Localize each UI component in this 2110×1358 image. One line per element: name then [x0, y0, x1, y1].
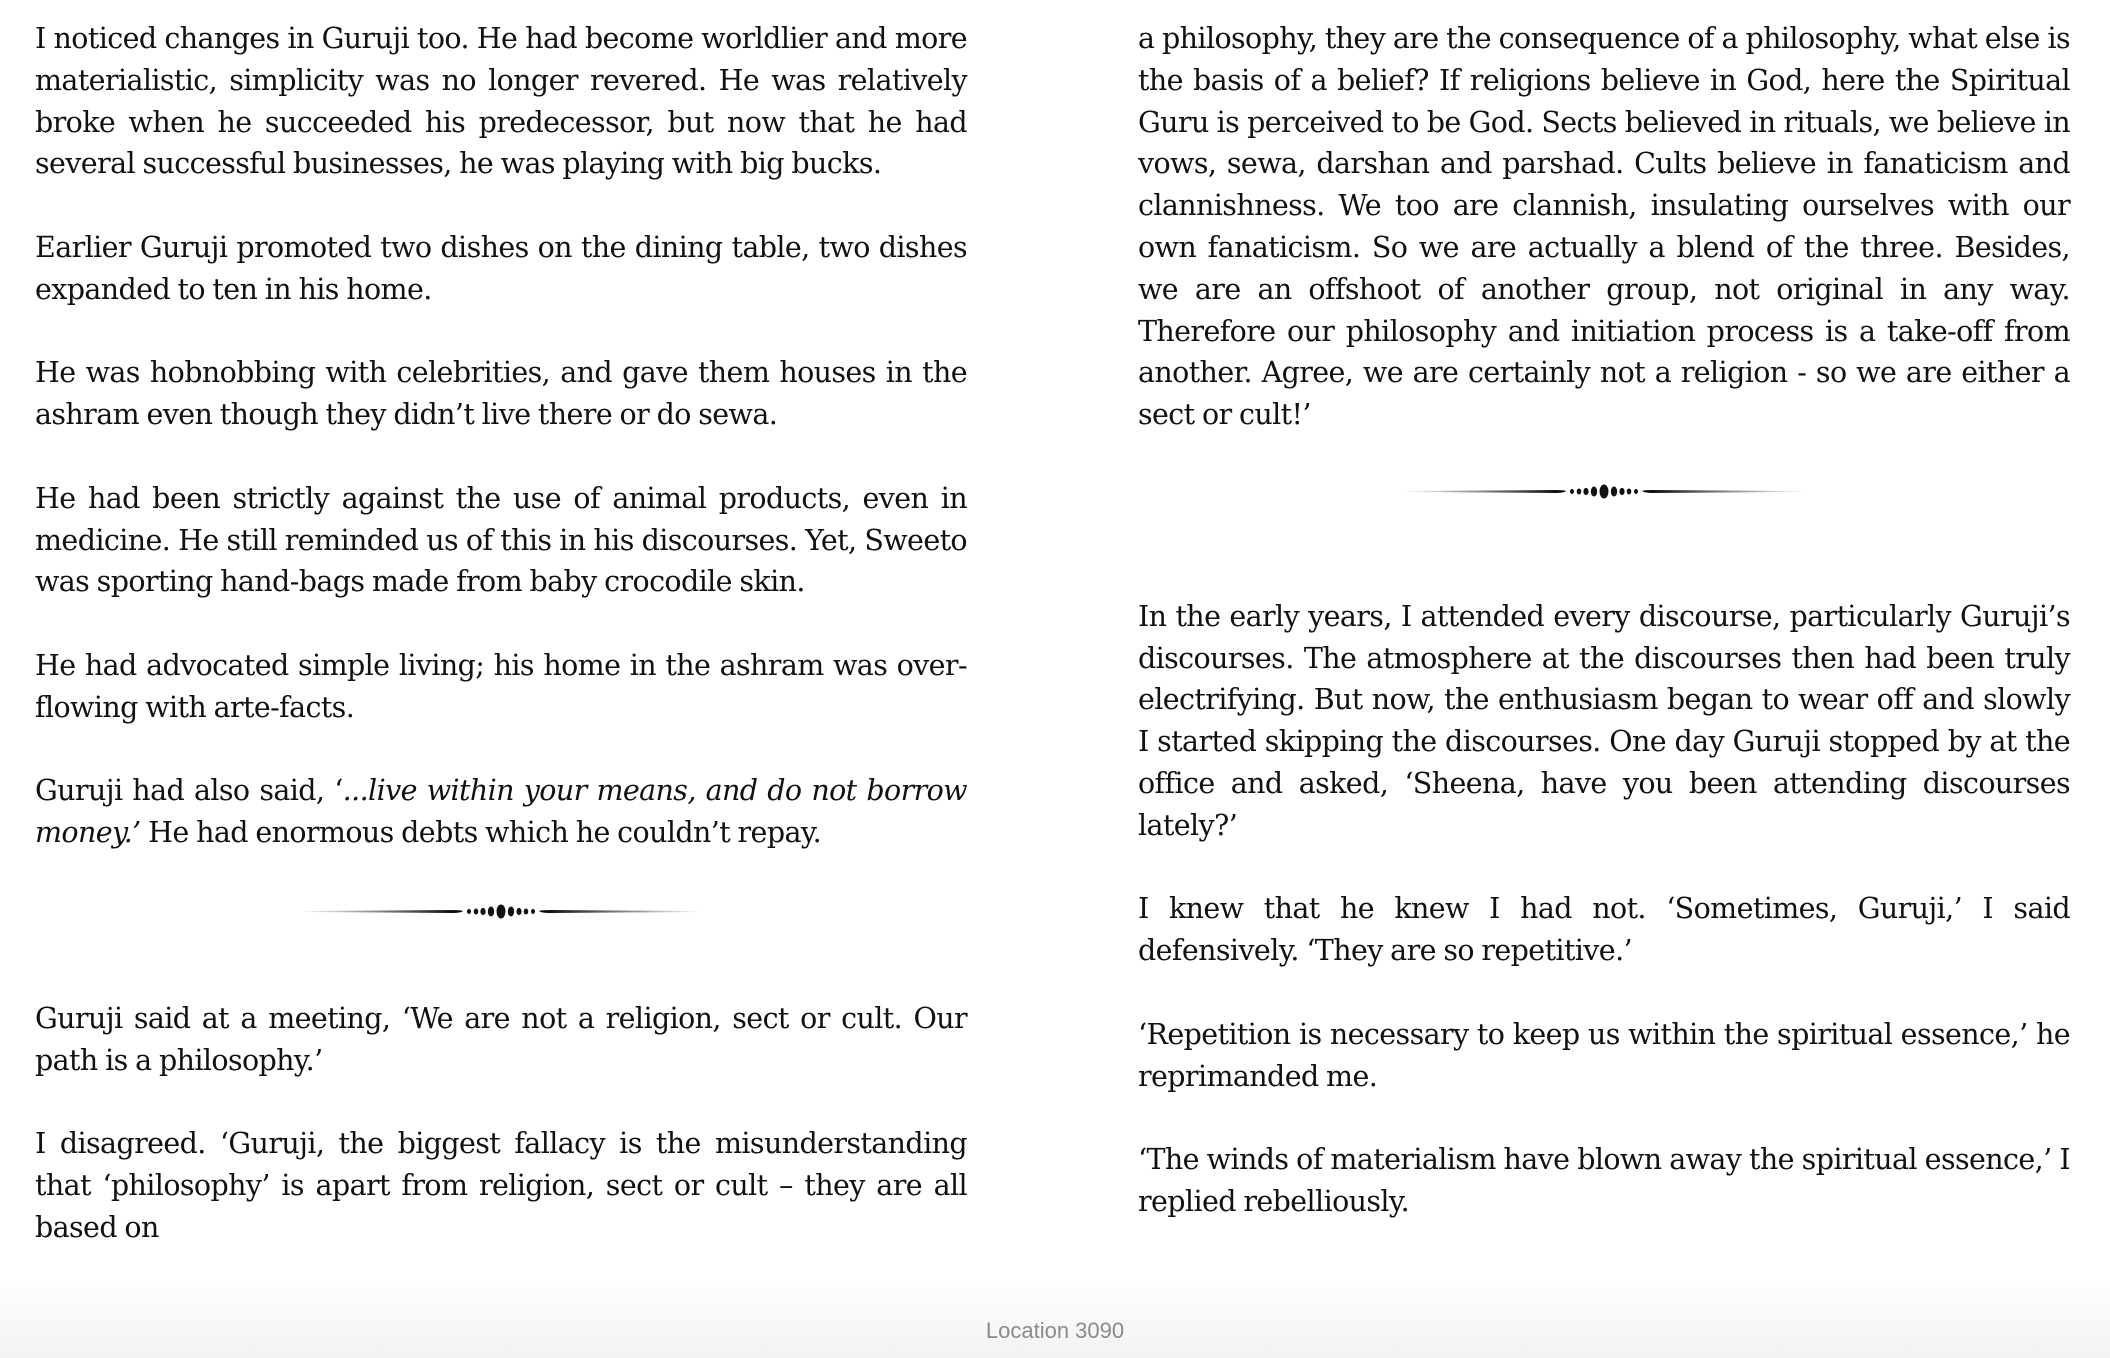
paragraph: Earlier Guruji promoted two dishes on the dining table, two dishes expanded to ten in his home. [35, 230, 967, 306]
left-page-column [35, 18, 967, 1249]
quote-trailing-text: He had enormous debts which he couldn’t repay. [140, 816, 822, 850]
quote-italic-text: ...live within your means, and do not borrow money.’ [35, 774, 967, 850]
quote-paragraph [35, 770, 967, 854]
right-page-column [1138, 18, 2070, 1223]
paragraph: He had been strictly against the use of animal products, even in medicine. He still reminded us of this in his discourses. Yet, Sweeto was sporting hand-bags made from baby crocodile skin. [35, 481, 967, 599]
paragraph: I knew that he knew I had not. ‘Sometimes, Guruji,’ I said defensively. ‘They are so repetitive.’ [1138, 892, 2070, 968]
paragraph: He had advocated simple living; his home in the ashram was over-flowing with arte-facts. [35, 648, 967, 724]
section-break-ornament [1138, 476, 2070, 516]
flourish-divider-icon [1404, 476, 1804, 506]
paragraph: ‘The winds of materialism have blown away the spiritual essence,’ I replied rebelliously. [1138, 1143, 2070, 1218]
paragraph: In the early years, I attended every discourse, particularly Guruji’s discourses. The atmosphere at the discourses then had been truly electrifying. But now, the enthusiasm began to wear off and slowly I started skipping the discourses. One day Guruji stopped by at the office and asked, ‘Sheena, have you been attending discourses lately?’ [1138, 599, 2070, 842]
location-indicator[interactable]: Location 3090 [985, 1318, 1125, 1343]
paragraph: I noticed changes in Guruji too. He had become worldlier and more materialistic, simplicity was no longer revered. He was relatively broke when he succeeded his predecessor, but now that he had several successful businesses, he was playing with big bucks. [35, 22, 967, 181]
section-break-ornament [35, 896, 967, 936]
paragraph: He was hobnobbing with celebrities, and gave them houses in the ashram even though they didn’t live there or do sewa. [35, 356, 967, 432]
reader-footer [0, 1278, 2110, 1358]
paragraph: a philosophy, they are the consequence of a philosophy, what else is the basis of a belief? If religions believe in God, here the Spiritual Guru is perceived to be God. Sects believed in rituals, we believe in vows, sewa, darshan and parshad. Cults believe in fanaticism and clannishness. We too are clannish, insulating ourselves with our own fanaticism. So we are actually a blend of the three. Besides, we are an offshoot of another group, not original in any way. Therefore our philosophy and initiation process is a take-off from another. Agree, we are certainly not a religion - so we are either a sect or cult!’ [1138, 22, 2070, 432]
paragraph: Guruji said at a meeting, ‘We are not a religion, sect or cult. Our path is a philosophy.’ [35, 1001, 967, 1077]
quote-lead-text: Guruji had also said, ‘ [35, 774, 343, 808]
paragraph: ‘Repetition is necessary to keep us within the spiritual essence,’ he reprimanded me. [1138, 1017, 2070, 1093]
flourish-divider-icon [301, 896, 701, 926]
paragraph: I disagreed. ‘Guruji, the biggest fallacy is the misunderstanding that ‘philosophy’ is apart from religion, sect or cult – they are all based on [35, 1127, 967, 1244]
